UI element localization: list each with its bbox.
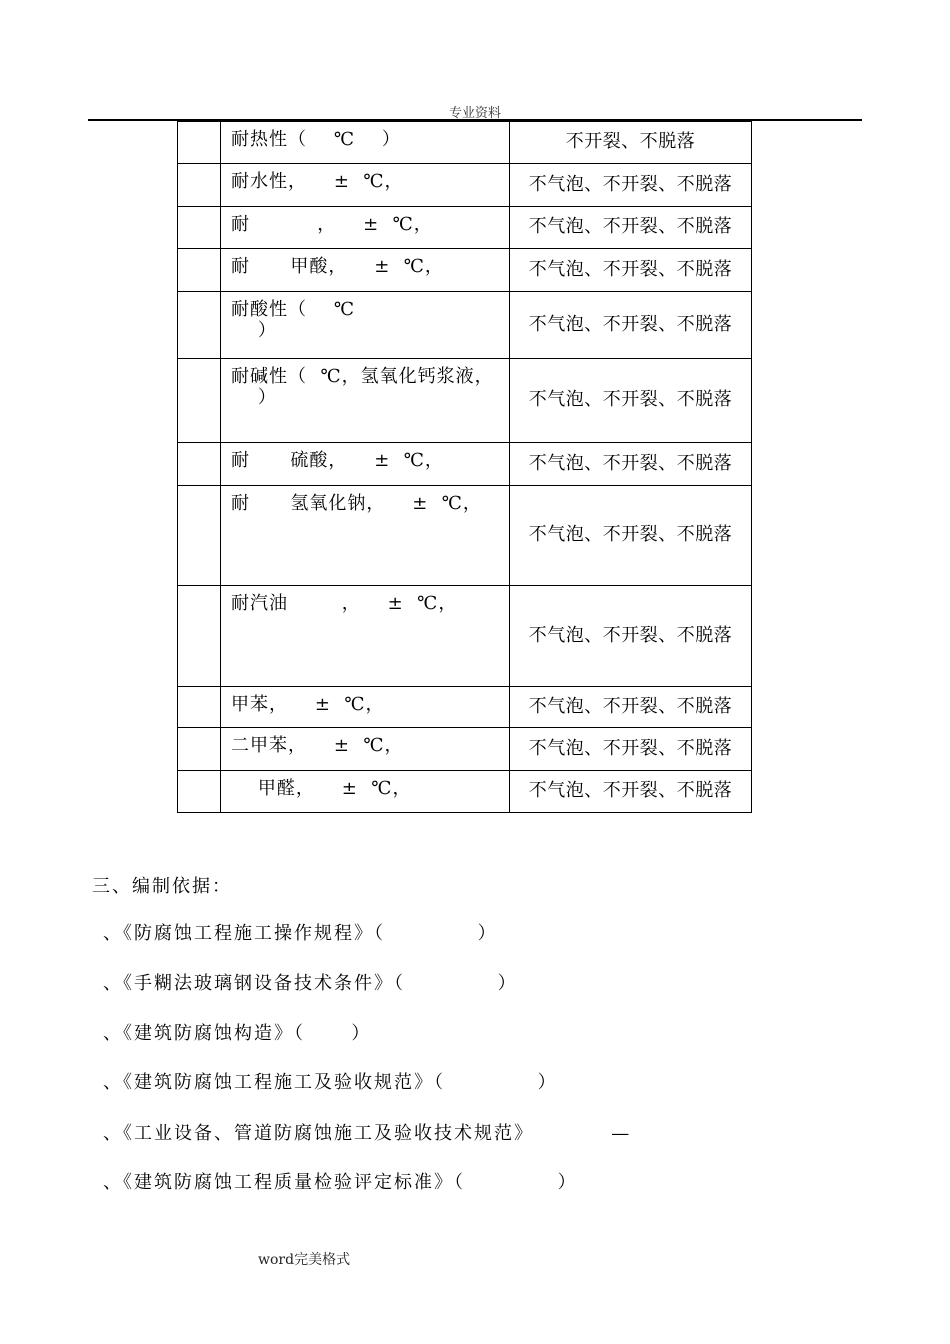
table-row [178,359,752,443]
reference-item-1: 、《防腐蚀工程施工操作规程》（ ） [103,923,498,944]
table-row [178,207,752,249]
requirement-cell: 不气泡、不开裂、不脱落 [510,207,752,249]
reference-item-4: 、《建筑防腐蚀工程施工及验收规范》（ ） [103,1072,558,1093]
table-row [178,586,752,687]
row-number-cell [178,443,221,486]
requirement-cell: 不气泡、不开裂、不脱落 [510,687,752,728]
table-row [178,292,752,359]
table-row [178,164,752,207]
requirement-cell: 不气泡、不开裂、不脱落 [510,292,752,359]
requirement-cell: 不气泡、不开裂、不脱落 [510,359,752,443]
row-number-cell [178,122,221,164]
row-number-cell [178,359,221,443]
test-item-cell: 耐 ， ± ℃， [221,207,510,249]
test-item-cell: 耐热性（ ℃ ） [221,122,510,164]
requirement-cell: 不气泡、不开裂、不脱落 [510,771,752,813]
table-row [178,249,752,292]
row-number-cell [178,586,221,687]
row-number-cell [178,164,221,207]
table-row [178,486,752,586]
test-item-cell: 耐水性， ± ℃， [221,164,510,207]
page-footer: word完美格式 [258,1252,351,1268]
table-row [178,728,752,771]
test-item-cell: 耐 硫酸， ± ℃， [221,443,510,486]
reference-item-2: 、《手糊法玻璃钢设备技术条件》（ ） [103,973,518,994]
table-row [178,687,752,728]
requirement-cell: 不气泡、不开裂、不脱落 [510,586,752,687]
requirement-cell: 不开裂、不脱落 [510,122,752,164]
page-header: 专业资料 [448,106,501,121]
test-item-cell: 甲醛， ± ℃， [221,771,510,813]
reference-item-3: 、《建筑防腐蚀构造》（ ） [103,1023,372,1044]
test-item-cell: 耐酸性（ ℃ ） [221,292,510,359]
section-title: 三、编制依据： [92,876,232,897]
table-row [178,443,752,486]
row-number-cell [178,728,221,771]
test-item-cell: 耐 甲酸， ± ℃， [221,249,510,292]
row-number-cell [178,486,221,586]
test-item-cell: 二甲苯， ± ℃， [221,728,510,771]
row-number-cell [178,207,221,249]
requirement-cell: 不气泡、不开裂、不脱落 [510,728,752,771]
requirement-cell: 不气泡、不开裂、不脱落 [510,486,752,586]
table-row [178,771,752,813]
row-number-cell [178,687,221,728]
row-number-cell [178,292,221,359]
test-item-cell: 耐 氢氧化钠， ± ℃， [221,486,510,586]
row-number-cell [178,771,221,813]
requirement-cell: 不气泡、不开裂、不脱落 [510,164,752,207]
test-item-cell: 耐汽油 ， ± ℃， [221,586,510,687]
row-number-cell [178,249,221,292]
requirement-cell: 不气泡、不开裂、不脱落 [510,249,752,292]
test-item-cell: 耐碱性（ ℃，氢氧化钙浆液， ） [221,359,510,443]
table-row [178,122,752,164]
requirement-cell: 不气泡、不开裂、不脱落 [510,443,752,486]
resistance-table [177,121,752,813]
reference-item-5: 、《工业设备、管道防腐蚀施工及验收技术规范》 — [103,1123,632,1144]
test-item-cell: 甲苯， ± ℃， [221,687,510,728]
reference-item-6: 、《建筑防腐蚀工程质量检验评定标准》（ ） [103,1172,578,1193]
